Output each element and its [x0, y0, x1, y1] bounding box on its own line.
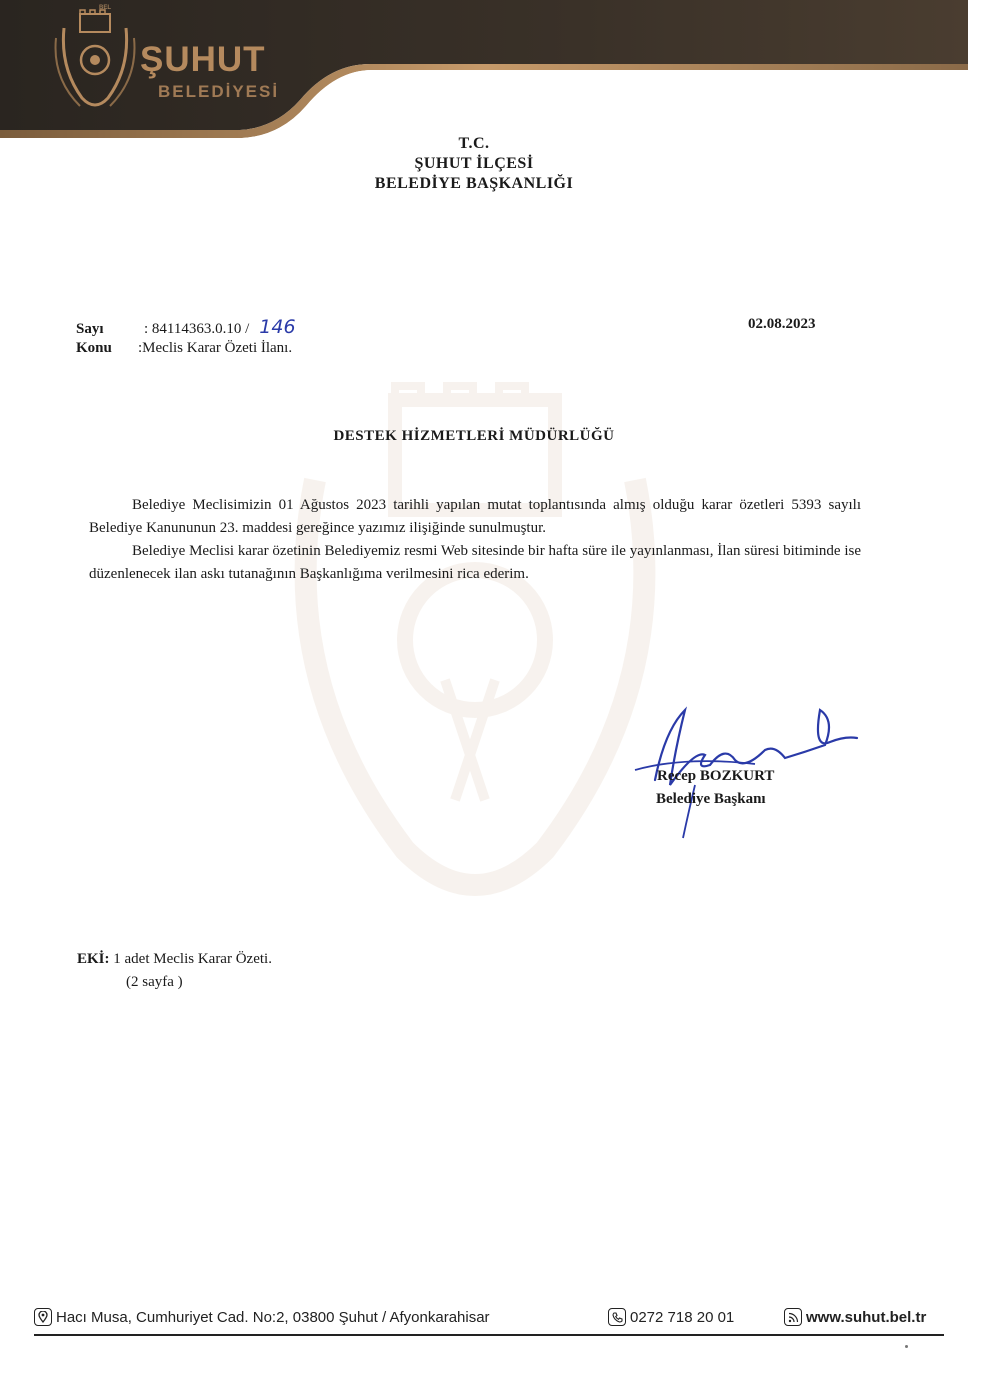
brand-subtitle: BELEDİYESİ [158, 82, 280, 101]
web-icon [784, 1308, 802, 1326]
body-paragraph: Belediye Meclisimizin 01 Ağustos 2023 tarihli yapılan mutat toplantısında almış olduğu karar özetleri 5393 sayılı Belediye Kanununun 23. maddesi gereğince yazımız ilişiğinde sunulmuştur. [89, 497, 861, 536]
document-date: 02.08.2023 [748, 316, 816, 332]
organization-heading [0, 134, 948, 194]
footer-address-text: Hacı Musa, Cumhuriyet Cad. No:2, 03800 Şuhut / Afyonkarahisar [56, 1308, 490, 1326]
footer-website[interactable] [784, 1308, 926, 1326]
attachment-line: 1 adet Meclis Karar Özeti. [109, 951, 272, 967]
brand-name: ŞUHUT [140, 40, 266, 79]
logo-small-text: BEL [99, 5, 111, 11]
footer-phone [608, 1308, 734, 1326]
subject-row [76, 340, 292, 357]
body-paragraph: Belediye Meclisi karar özetinin Belediyemiz resmi Web sitesinde bir hafta süre ile yayınlanması, İlan süresi bitiminde ise düzenlenecek ilan askı tutanağının Başkanlığıma verilmesini rica ederim. [89, 543, 861, 582]
scan-speck [905, 1345, 908, 1348]
handwritten-signature [625, 690, 865, 840]
attachment-pages: (2 sayfa ) [126, 974, 183, 990]
handwritten-number: 146 [259, 316, 296, 338]
sayi-value: : 84114363.0.10 / [144, 321, 250, 337]
footer-phone-text: 0272 718 20 01 [630, 1308, 735, 1326]
watermark-emblem [255, 380, 695, 940]
location-icon [34, 1308, 52, 1326]
signer-title: Belediye Başkanı [656, 791, 766, 807]
attachment-block [77, 948, 272, 994]
letter-body [89, 494, 861, 586]
reference-number-row [76, 316, 296, 338]
org-line-district: ŞUHUT İLÇESİ [414, 155, 534, 172]
sayi-label: Sayı [76, 321, 104, 337]
attachment-label: EKİ: [77, 951, 110, 967]
signer-name: Recep BOZKURT [657, 768, 775, 784]
footer-address [34, 1308, 490, 1326]
konu-value: :Meclis Karar Özeti İlanı. [138, 340, 293, 356]
letter-footer [0, 1304, 1000, 1338]
org-line-tc: T.C. [458, 135, 490, 152]
phone-icon [608, 1308, 626, 1326]
footer-divider [34, 1334, 944, 1336]
recipient-department: DESTEK HİZMETLERİ MÜDÜRLÜĞÜ [333, 428, 615, 444]
footer-website-text[interactable]: www.suhut.bel.tr [806, 1308, 927, 1326]
org-line-office: BELEDİYE BAŞKANLIĞI [374, 175, 574, 192]
municipality-logo [52, 8, 138, 116]
castle-emblem-icon [52, 8, 138, 116]
konu-label: Konu [76, 340, 112, 356]
